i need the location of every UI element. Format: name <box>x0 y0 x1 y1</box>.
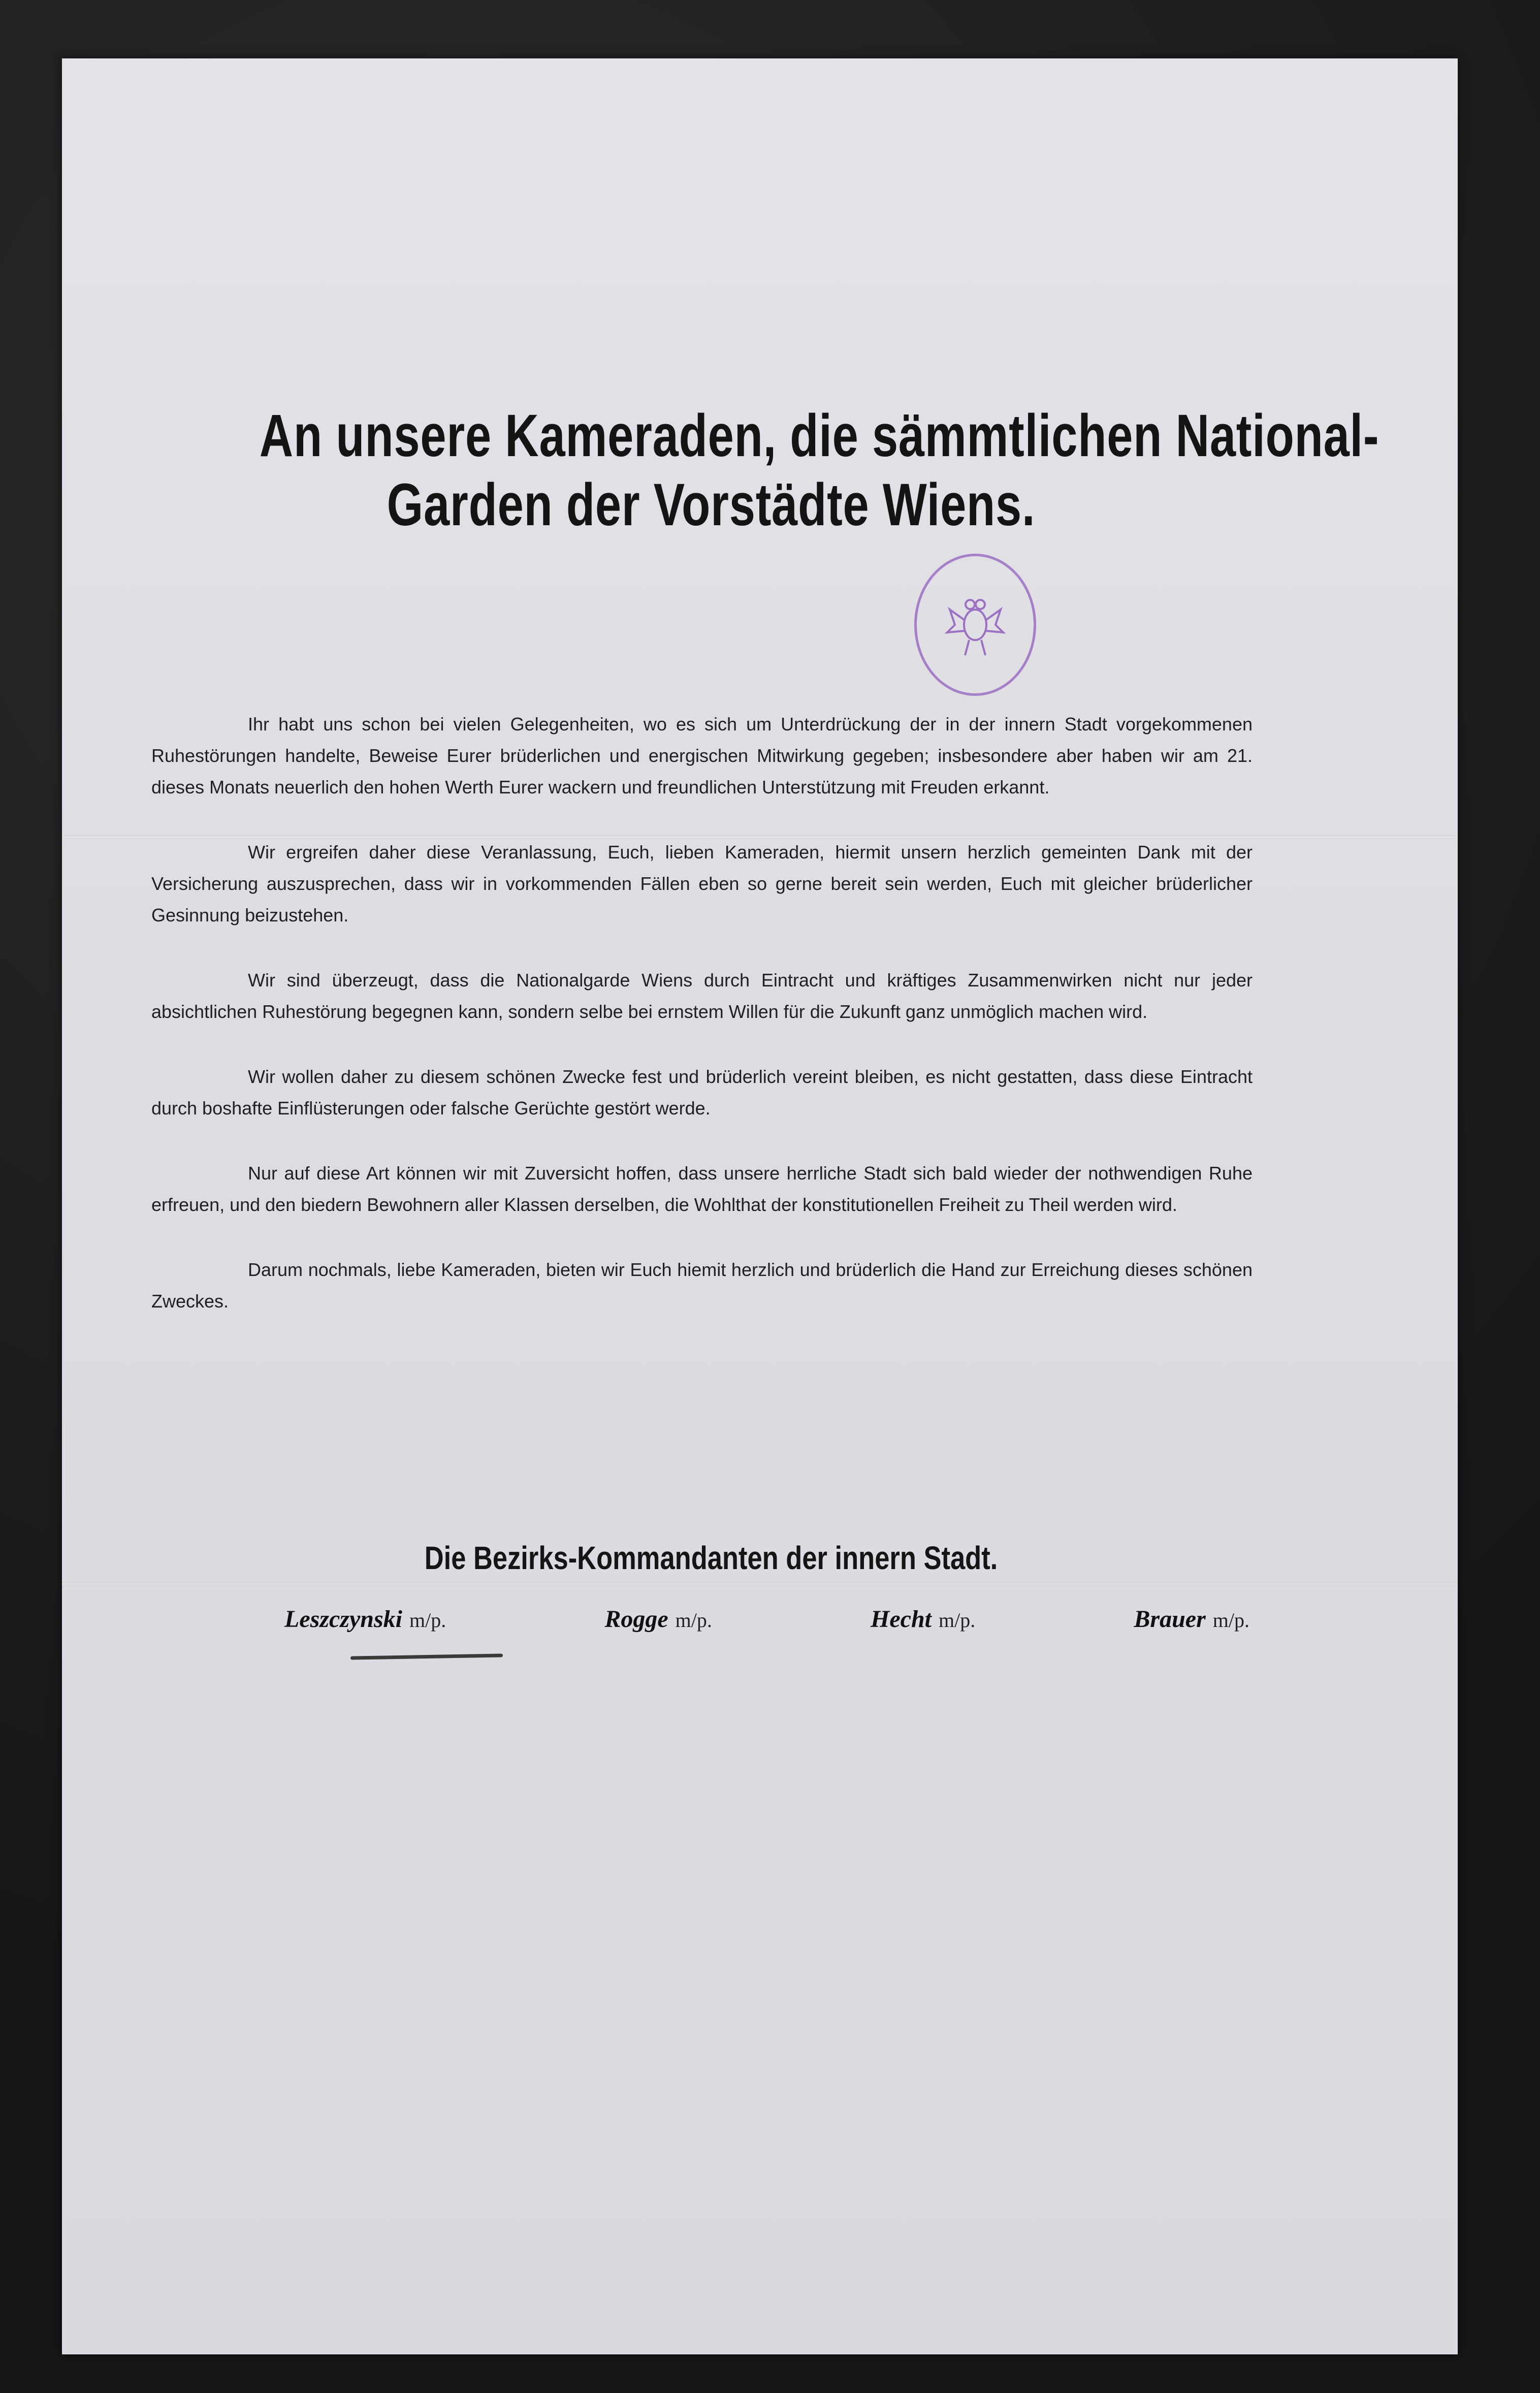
proclamation-body <box>151 709 1253 1351</box>
signature-rogge: Rogge m/p. <box>604 1606 712 1633</box>
paragraph: Wir ergreifen daher diese Veranlassung, Euch, lieben Kameraden, hiermit unsern herzlich gemeinten Dank mit der Versicherung auszusprechen, dass wir in vorkommenden Fällen eben so gerne bereit sein werden, Euch mit gleicher brüderlicher Gesinnung beizustehen. <box>151 842 1253 926</box>
signature-brauer: Brauer m/p. <box>1134 1606 1249 1633</box>
library-stamp <box>914 554 1036 696</box>
commanders-heading: Die Bezirks-Kommandanten der innern Stadt. <box>424 1540 998 1576</box>
title-line-2: Garden der Vorstädte Wiens. <box>387 471 1036 538</box>
signature-hecht: Hecht m/p. <box>871 1606 976 1633</box>
paragraph: Wir wollen daher zu diesem schönen Zwecke fest und brüderlich vereint bleiben, es nicht gestatten, dass diese Eintracht durch boshafte Einflüsterungen oder falsche Gerüchte gestört werde. <box>151 1066 1253 1119</box>
paper-fold <box>62 1582 1458 1585</box>
poster-title <box>259 401 1379 539</box>
paragraph: Wir sind überzeugt, dass die Nationalgarde Wiens durch Eintracht und kräftiges Zusammenwirken nicht nur jeder absichtlichen Ruhestörung begegnen kann, sondern selbe bei ernstem Willen für die Zukunft ganz unmöglich machen wird. <box>151 970 1253 1022</box>
paragraph: Darum nochmals, liebe Kameraden, bieten wir Euch hiemit herzlich und brüderlich die Hand zur Erreichung dieses schönen Zweckes. <box>151 1259 1253 1312</box>
title-line-1: An unsere Kameraden, die sämmtlichen National- <box>259 402 1379 469</box>
paragraph: Nur auf diese Art können wir mit Zuversicht hoffen, dass unsere herrliche Stadt sich bald wieder der nothwendigen Ruhe erfreuen, und den biedern Bewohnern aller Klassen derselben, die Wohlthat der konstitutionellen Freiheit zu Theil werden wird. <box>151 1163 1253 1215</box>
paragraph: Ihr habt uns schon bei vielen Gelegenheiten, wo es sich um Unterdrückung der in der innern Stadt vorgekommenen Ruhestörungen handelte, Beweise Eurer brüderlichen und energischen Mitwirkung gegeben; insbesondere aber haben wir am 21. dieses Monats neuerlich den hohen Werth Eurer wackern und freundlichen Unterstützung mit Freuden erkannt. <box>151 714 1253 797</box>
signature-row <box>284 1605 1249 1633</box>
signature-leszczynski: Leszczynski m/p. <box>284 1606 446 1633</box>
eagle-icon <box>945 589 1006 660</box>
